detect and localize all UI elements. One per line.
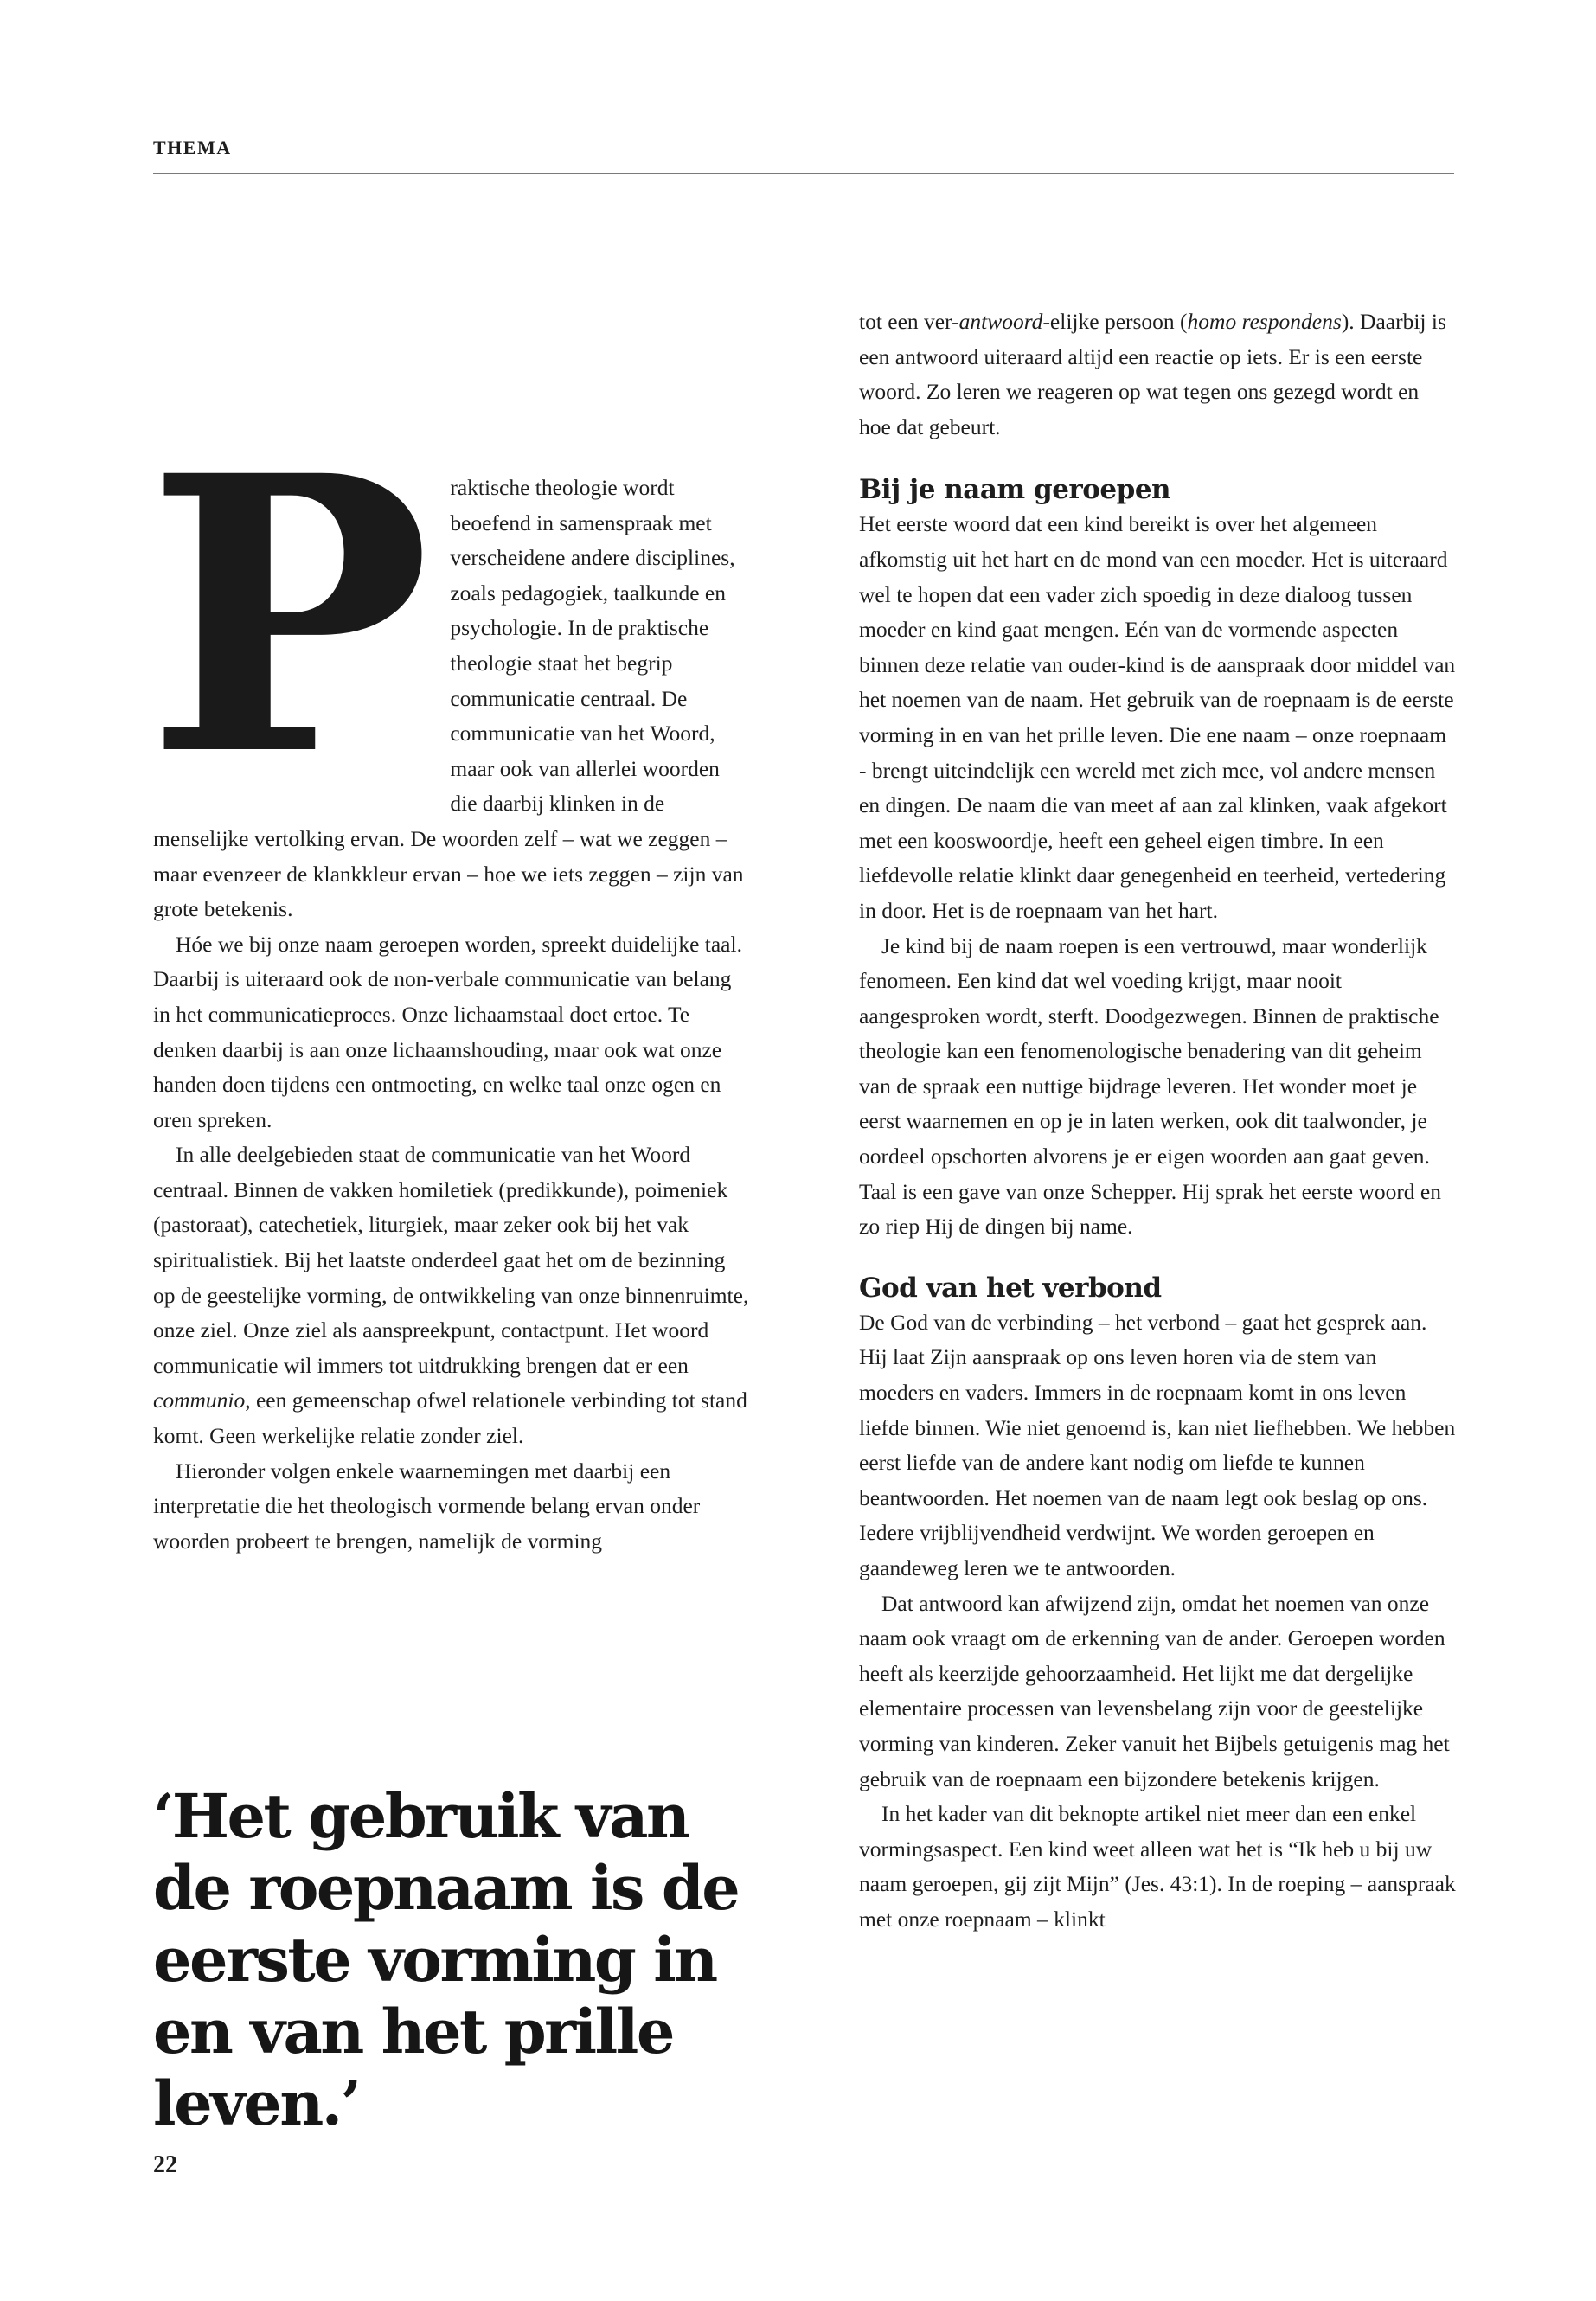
left-column [146, 394, 750, 1559]
paragraph: Dat antwoord kan afwijzend zijn, omdat het noemen van onze naam ook vraagt om de erkenning van de ander. Geroepen worden heeft als keerzijde gehoorzaamheid. Het lijkt me dat dergelijke elementaire processen van levensbelang zijn voor de geestelijke vorming van kinderen. Zeker vanuit het Bijbels getuigenis mag het gebruik van de roepnaam een bijzondere betekenis krijgen. [859, 1590, 1450, 1791]
header-rule [153, 173, 1454, 174]
italic-term: homo respondens [1187, 309, 1342, 334]
pull-quote-line: ‘Het gebruik van [153, 1780, 689, 1852]
text-run: tot een ver- [859, 309, 959, 334]
pull-quote [153, 1780, 759, 2139]
paragraph: Hóe we bij onze naam geroepen worden, spreekt duidelijke taal. Daarbij is uiteraard ook de non-verbale communicatie van belang in het communicatieproces. Onze lichaamstaal doet ertoe. Te denken daarbij is aan onze lichaamshouding, maar ook wat onze handen doen tijdens een ontmoeting, en welke taal onze ogen en oren spreken. [153, 931, 742, 1132]
paragraph: Hieronder volgen enkele waarnemingen met daarbij een interpretatie die het theologisch vormende belang ervan onder woorden probeert te brengen, namelijk de vorming [153, 1458, 701, 1554]
pull-quote-line: de roepnaam is de [153, 1852, 739, 1924]
pull-quote-line: en van het prille [153, 1996, 673, 2067]
text-run: -elijke persoon ( [1042, 309, 1188, 334]
text-run: , een gemeenschap ofwel relationele verbinding tot stand komt. Geen werkelijke relatie zonder ziel. [153, 1388, 747, 1449]
subheading: Bij je naam geroepen [859, 474, 1171, 506]
italic-term: communio [153, 1388, 246, 1413]
text-run: In alle deelgebieden staat de communicatie van het Woord centraal. Binnen de vakken homiletiek (predikkunde), poimeniek (pastoraat), catechetiek, liturgiek, maar zeker ook bij het vak spiritualistiek. Bij het laatste onderdeel gaat het om de bezinning op de geestelijke vorming, de ontwikkeling van onze binnenruimte, onze ziel. Onze ziel als aanspreekpunt, contactpunt. Het woord communicatie wil immers tot uitdrukking brengen dat er een [153, 1142, 749, 1378]
right-column [859, 304, 1456, 1938]
paragraph: Je kind bij de naam roepen is een vertrouwd, maar wonderlijk fenomeen. Een kind dat wel voeding krijgt, maar nooit aangesproken wordt, sterft. Doodgezwegen. Binnen de praktische theologie kan een fenomenologische benadering van dit geheim van de spraak een nuttige bijdrage leveren. Het wonder moet je eerst waarnemen en op je in laten werken, ook dit taalwonder, je oordeel opschorten alvorens je er eigen woorden aan gaat geven. Taal is een gave van onze Schepper. Hij sprak het eerste woord en zo riep Hij de dingen bij name. [859, 933, 1441, 1240]
paragraph: Het eerste woord dat een kind bereikt is over het algemeen afkomstig uit het hart en de mond van een moeder. Het is uiteraard wel te hopen dat een vader zich spoedig in deze dialoog tussen moeder en kind gaat mengen. Eén van de vormende aspecten binnen deze relatie van ouder-kind is de aanspraak door middel van het noemen van de naam. Het gebruik van de roepnaam is de eerste vorming in en van het prille leven. Die ene naam – onze roepnaam - brengt uiteindelijk een wereld met zich mee, vol andere mensen en dingen. De naam die van meet af aan zal klinken, vaak afgekort met een kooswoordje, heeft een geheel eigen timbre. In een liefdevolle relatie klinkt daar genegenheid en teerheid, vertedering in door. Het is de roepnaam van het hart. [859, 511, 1456, 923]
page-number: 22 [153, 2151, 177, 2178]
subheading: God van het verbond [859, 1272, 1162, 1304]
paragraph: raktische theologie wordt beoefend in samenspraak met verscheidene andere disciplines, zoals pedagogiek, taalkunde en psychologie. In de praktische theologie staat het begrip communicatie centraal. De communicatie van het Woord, maar ook van allerlei woorden die daarbij klinken in de menselijke vertolking ervan. De woorden zelf – wat we zeggen – maar evenzeer de klankkleur ervan – hoe we iets zeggen – zijn van grote betekenis. [153, 475, 744, 922]
drop-cap: P [146, 394, 432, 839]
paragraph [153, 1138, 750, 1453]
pull-quote-line: leven.’ [153, 2067, 360, 2139]
section-label: THEMA [153, 137, 232, 158]
paragraph: De God van de verbinding – het verbond – gaat het gesprek aan. Hij laat Zijn aanspraak op ons leven horen via de stem van moeders en vaders. Immers in de roepnaam komt in ons leven liefde binnen. Wie niet genoemd is, kan niet liefhebben. We hebben eerst liefde van de andere kant nodig om liefde te kunnen beantwoorden. Het noemen van de naam legt ook beslag op ons. Iedere vrijblijvendheid verdwijnt. We worden geroepen en gaandeweg leren we te antwoorden. [859, 1309, 1456, 1580]
pull-quote-line: eerste vorming in [153, 1924, 716, 1996]
paragraph: In het kader van dit beknopte artikel niet meer dan een enkel vormingsaspect. Een kind weet alleen wat het is “Ik heb u bij uw naam geroepen, gij zijt Mijn” (Jes. 43:1). In de roeping – aanspraak met onze roepnaam – klinkt [859, 1801, 1456, 1932]
text-run: ). Daarbij is een antwoord uiteraard altijd een reactie op iets. Er is een eerste woord. Zo leren we reageren op wat tegen ons gezegd wordt en hoe dat gebeurt. [859, 309, 1446, 439]
intro-paragraph [859, 304, 1456, 445]
italic-term: antwoord [958, 309, 1043, 334]
